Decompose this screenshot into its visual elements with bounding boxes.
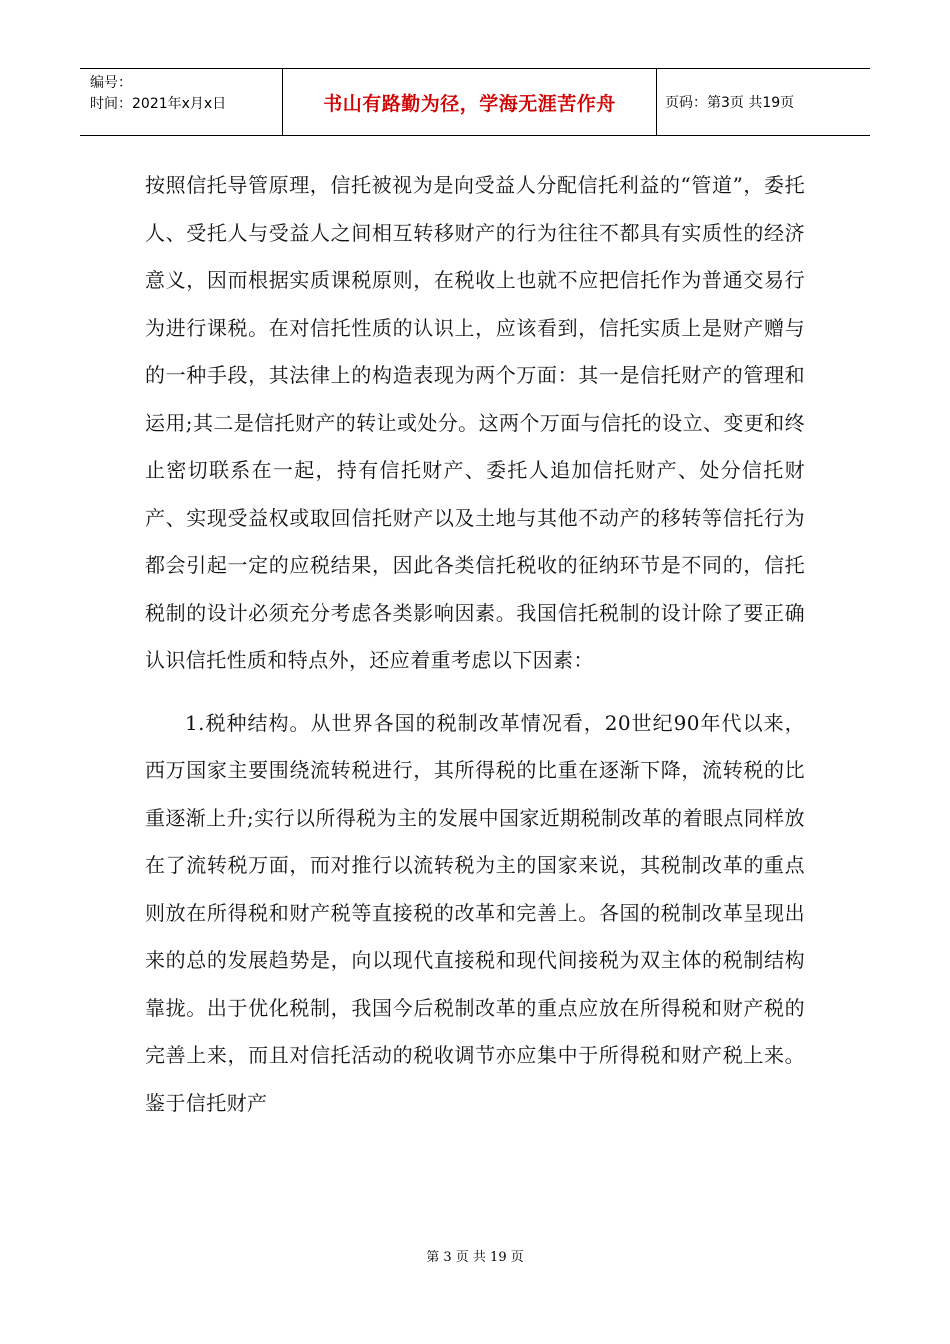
document-body [145,162,805,1127]
page-footer: 第 3 页 共 19 页 [426,1250,524,1265]
header-motto: 书山有路勤为径，学海无涯苦作舟 [283,69,657,135]
paragraph-spacer [145,685,805,700]
body-paragraph-2: 1.税种结构。从世界各国的税制改革情况看，20世纪90年代以来，西万国家主要围绕流转税进行，其所得税的比重在逐渐下降，流转税的比重逐渐上升;实行以所得税为主的发展中国家近期税制改革的着眼点同样放在了流转税万面，而对推行以流转税为主的国家来说，其税制改革的重点则放在所得税和财产税等直接税的改革和完善上。各国的税制改革呈现出来的总的发展趋势是，向以现代直接税和现代间接税为双主体的税制结构靠拢。出于优化税制，我国今后税制改革的重点应放在所得税和财产税的完善上来，而且对信托活动的税收调节亦应集中于所得税和财产税上来。鉴于信托财产 [145,710,805,1115]
document-time-label: 时间：2021年x月x日 [90,96,227,112]
body-paragraph-1: 按照信托导管原理，信托被视为是向受益人分配信托利益的“管道”，委托人、受托人与受益人之间相互转移财产的行为往往不都具有实质性的经济意义，因而根据实质课税原则，在税收上也就不应把信托作为普通交易行为进行课税。在对信托性质的认识上，应该看到，信托实质上是财产赠与的一种手段，其法律上的构造表现为两个万面：其一是信托财产的管理和运用;其二是信托财产的转让或处分。这两个万面与信托的设立、变更和终止密切联系在一起，持有信托财产、委托人追加信托财产、处分信托财产、实现受益权或取回信托财产以及土地与其他不动产的移转等信托行为都会引起一定的应税结果，因此各类信托税收的征纳环节是不同的，信托税制的设计必须充分考虑各类影响因素。我国信托税制的设计除了要正确认识信托性质和特点外，还应着重考虑以下因素： [145,173,805,672]
document-number-label: 编号： [90,75,132,91]
header-page-info: 页码：第3页 共19页 [665,95,795,111]
page-header [80,68,870,136]
header-meta [80,69,283,135]
